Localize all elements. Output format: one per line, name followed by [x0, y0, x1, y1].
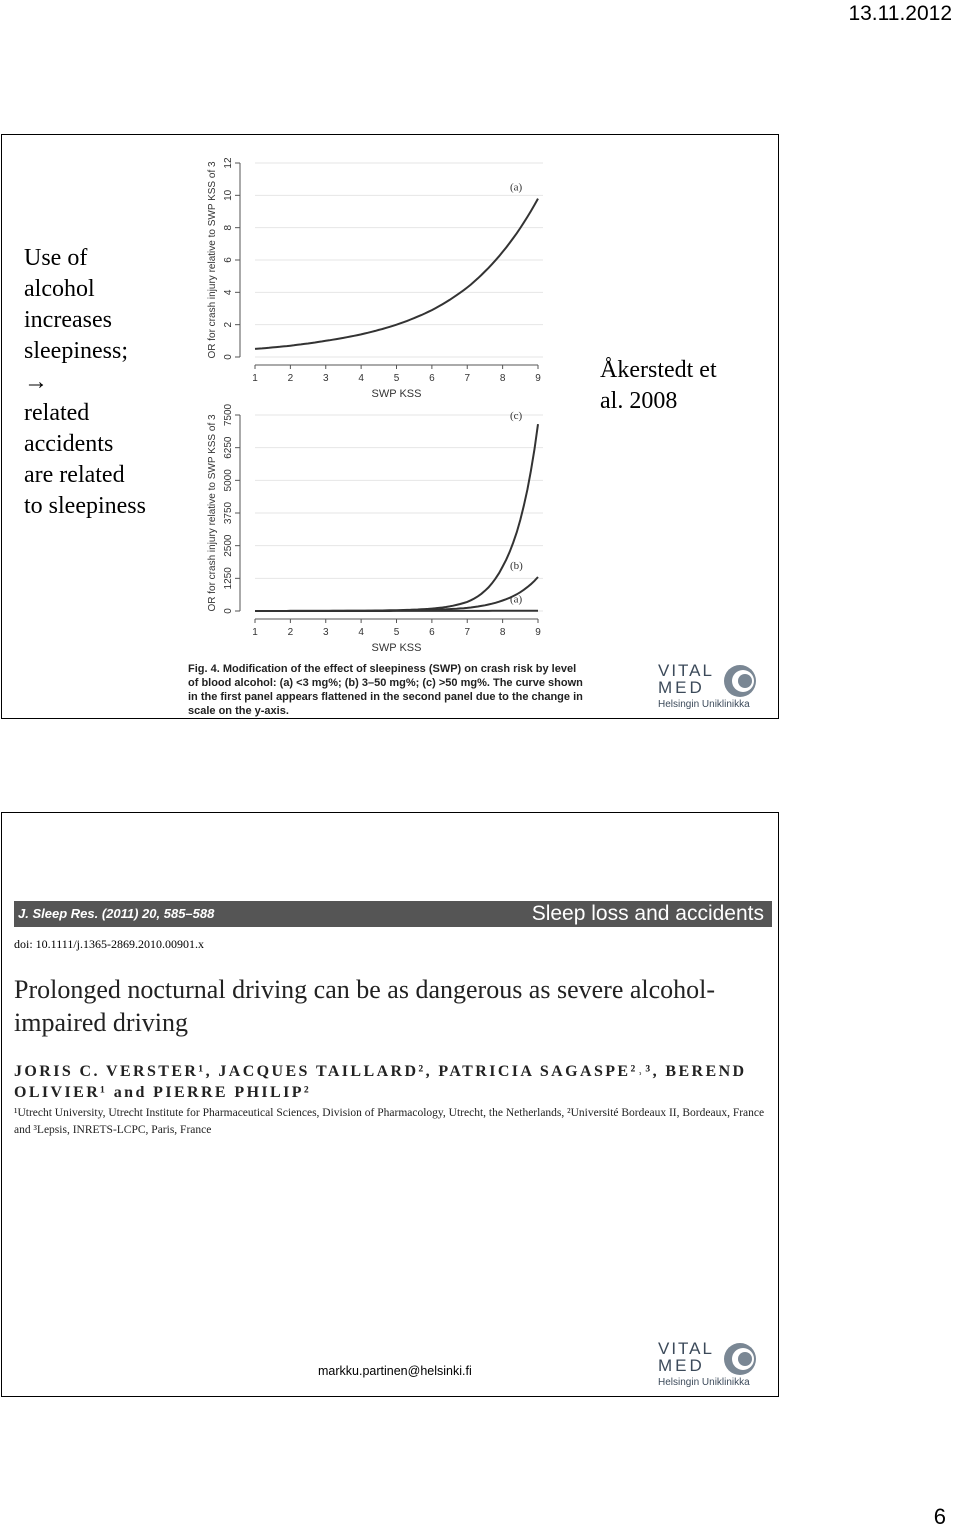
- y-tick-label: 5000: [223, 469, 234, 492]
- paper-title: Prolonged nocturnal driving can be as dangerous as severe alcohol-impaired driving: [14, 975, 716, 1037]
- y-tick-label: 4: [223, 289, 234, 296]
- figure-caption-text: Modification of the effect of sleepiness (SWP) on crash risk by level of blood alcohol: (a) <3 mg%; (b) 3–50 mg%; (c) >50 mg%. The curve shown in the first panel appears flattened in the second panel due to the change in scale on the y-axis.: [188, 663, 583, 717]
- y-tick-label: 1250: [223, 567, 234, 590]
- logo-ring-icon: [722, 663, 758, 699]
- journal-section: Sleep loss and accidents: [531, 902, 764, 925]
- series-label: (b): [510, 560, 523, 573]
- series-label: (a): [510, 181, 523, 194]
- y-tick-label: 0: [223, 354, 234, 360]
- figure-caption: [188, 662, 588, 718]
- series-label: (c): [510, 410, 523, 422]
- bullet-line: sleepiness;: [24, 338, 128, 364]
- y-tick-label: 8: [223, 224, 234, 231]
- x-tick-label: 4: [358, 627, 364, 638]
- journal-citation: J. Sleep Res. (2011) 20, 585–588: [18, 906, 215, 921]
- x-tick-label: 2: [287, 373, 294, 384]
- citation-line: Åkerstedt et: [600, 357, 717, 383]
- vitalmed-logo: [658, 661, 778, 717]
- y-axis-label: OR for crash injury relative to SWP KSS of 3: [207, 161, 218, 359]
- y-tick-label: 6250: [223, 436, 234, 459]
- x-tick-label: 1: [252, 627, 258, 638]
- paper-authors: JORIS C. VERSTER¹, JACQUES TAILLARD², PATRICIA SAGASPE²˒³, BEREND OLIVIER¹ and PIERRE PHILIP²: [14, 1063, 747, 1101]
- vitalmed-logo: [658, 1339, 778, 1395]
- x-tick-label: 5: [393, 373, 400, 384]
- x-tick-label: 6: [429, 627, 435, 638]
- x-tick-label: 5: [393, 627, 400, 638]
- bullet-line: are related: [24, 462, 125, 488]
- page-number: 6: [933, 1504, 946, 1529]
- series-line-b: [255, 577, 538, 611]
- logo-line-3: Helsingin Uniklinikka: [658, 699, 750, 710]
- slide-1: [1, 134, 779, 719]
- y-tick-label: 10: [223, 189, 234, 201]
- y-tick-label: 2: [223, 321, 234, 328]
- x-tick-label: 8: [499, 373, 506, 384]
- paper-affiliations: ¹Utrecht University, Utrecht Institute for Pharmaceutical Sciences, Division of Pharmacology, Utrecht, the Netherlands, ²Université Bordeaux II, Bordeaux, France and ³Lepsis, INRETS-LCPC, Paris, France: [14, 1107, 765, 1136]
- logo-line-3: Helsingin Uniklinikka: [658, 1377, 750, 1388]
- bullet-line: alcohol: [24, 276, 95, 302]
- x-tick-label: 9: [535, 627, 541, 638]
- series-label: (a): [510, 593, 523, 606]
- y-tick-label: 12: [223, 157, 234, 169]
- logo-line-2: MED: [658, 678, 705, 697]
- x-axis-label: SWP KSS: [371, 388, 422, 400]
- bullet-line: increases: [24, 307, 112, 333]
- logo-ring-icon: [722, 1341, 758, 1377]
- date-header: 13.11.2012: [848, 2, 952, 25]
- figure-label: Fig. 4.: [188, 663, 220, 675]
- y-tick-label: 0: [223, 608, 234, 614]
- x-tick-label: 7: [464, 627, 471, 638]
- figure-charts: [198, 143, 618, 663]
- bullet-line: accidents: [24, 431, 114, 457]
- x-tick-label: 3: [322, 627, 329, 638]
- bullet-line: related: [24, 400, 90, 426]
- citation: [600, 355, 717, 417]
- y-tick-label: 2500: [223, 534, 234, 557]
- citation-line: al. 2008: [600, 388, 678, 414]
- x-tick-label: 3: [322, 373, 329, 384]
- journal-header-bar: [14, 901, 772, 927]
- slide-2: [1, 812, 779, 1397]
- logo-line-1: VITAL: [658, 661, 714, 680]
- bullet-line: to sleepiness: [24, 493, 146, 519]
- author-email: markku.partinen@helsinki.fi: [318, 1364, 472, 1378]
- logo-line-1: VITAL: [658, 1339, 714, 1358]
- x-tick-label: 9: [535, 373, 541, 384]
- x-tick-label: 7: [464, 373, 471, 384]
- bullet-text: [24, 243, 194, 522]
- x-tick-label: 4: [358, 373, 364, 384]
- x-tick-label: 6: [429, 373, 435, 384]
- y-tick-label: 7500: [223, 403, 234, 427]
- series-line-c: [255, 424, 538, 611]
- bullet-line: Use of: [24, 245, 88, 271]
- doi: doi: 10.1111/j.1365-2869.2010.00901.x: [14, 937, 204, 951]
- y-axis-label: OR for crash injury relative to SWP KSS of 3: [207, 414, 218, 612]
- arrow-icon: →: [24, 369, 48, 395]
- y-tick-label: 6: [223, 257, 234, 263]
- x-axis-label: SWP KSS: [371, 642, 422, 654]
- logo-line-2: MED: [658, 1356, 705, 1375]
- series-line-a: [255, 199, 538, 349]
- x-tick-label: 1: [252, 373, 258, 384]
- y-tick-label: 3750: [223, 501, 234, 525]
- x-tick-label: 8: [499, 627, 506, 638]
- x-tick-label: 2: [287, 627, 294, 638]
